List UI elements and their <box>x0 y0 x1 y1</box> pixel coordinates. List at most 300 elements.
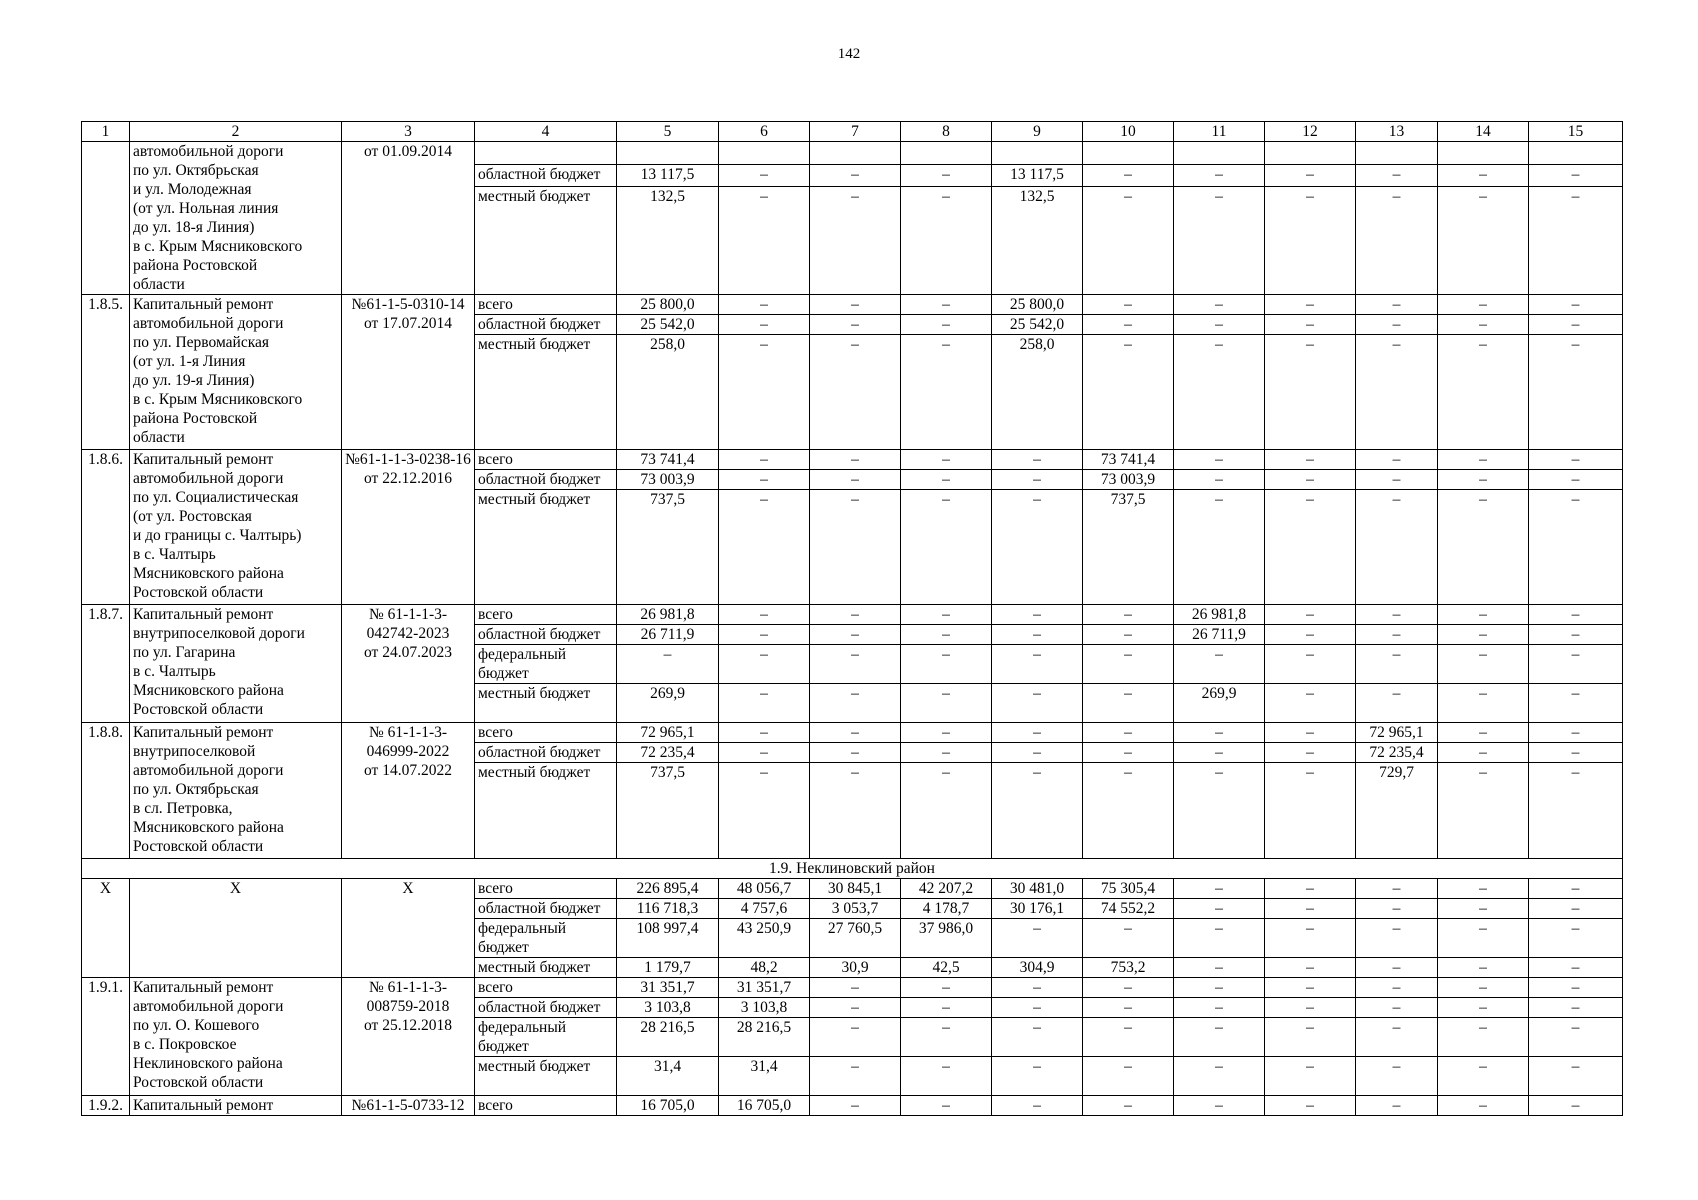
value-col-9: 30 481,0 <box>992 879 1083 899</box>
value-col-6: – <box>719 164 810 187</box>
value-col-14: – <box>1438 1057 1529 1096</box>
value-col-8: – <box>901 625 992 645</box>
value-col-9: – <box>992 1057 1083 1096</box>
value-col-12: – <box>1265 605 1356 625</box>
value-col-7: – <box>810 295 901 315</box>
value-col-14: – <box>1438 470 1529 490</box>
value-col-9: – <box>992 684 1083 723</box>
value-col-7: – <box>810 998 901 1018</box>
value-col-11: – <box>1174 899 1265 919</box>
value-col-11: – <box>1174 958 1265 978</box>
value-col-13: – <box>1356 899 1438 919</box>
value-col-7: – <box>810 1096 901 1116</box>
value-col-13: – <box>1356 625 1438 645</box>
value-col-9: – <box>992 490 1083 605</box>
value-col-5: 269,9 <box>617 684 719 723</box>
value-col-7: – <box>810 723 901 743</box>
value-col-12: – <box>1265 625 1356 645</box>
value-col-5: 737,5 <box>617 490 719 605</box>
value-col-5: 25 800,0 <box>617 295 719 315</box>
column-header-9: 9 <box>992 122 1083 142</box>
value-col-8: – <box>901 164 992 187</box>
value-col-5: 26 981,8 <box>617 605 719 625</box>
value-col-6: 28 216,5 <box>719 1018 810 1057</box>
table-body <box>82 122 1623 1116</box>
value-col-14: – <box>1438 684 1529 723</box>
value-col-10: – <box>1083 763 1174 859</box>
object-name: Капитальный ремонт внутрипоселковой автомобильной дороги по ул. Октябрьская в сл. Петровка, Мясниковского района Ростовской области <box>130 723 342 859</box>
value-col-6: – <box>719 315 810 335</box>
value-col-14: – <box>1438 605 1529 625</box>
table-row <box>82 142 1623 165</box>
value-col-15: – <box>1529 958 1623 978</box>
object-name: Капитальный ремонт <box>130 1096 342 1116</box>
value-col-5: 226 895,4 <box>617 879 719 899</box>
value-col-12: – <box>1265 187 1356 295</box>
value-col-15: – <box>1529 763 1623 859</box>
value-col-9: 13 117,5 <box>992 164 1083 187</box>
value-col-11: – <box>1174 998 1265 1018</box>
value-col-6: – <box>719 450 810 470</box>
value-col-15: – <box>1529 335 1623 450</box>
value-col-10: – <box>1083 164 1174 187</box>
value-col-14: – <box>1438 998 1529 1018</box>
column-header-3: 3 <box>342 122 475 142</box>
value-col-14: – <box>1438 879 1529 899</box>
value-col-5: 3 103,8 <box>617 998 719 1018</box>
value-col-6: 48,2 <box>719 958 810 978</box>
item-number: 1.9.2. <box>82 1096 130 1116</box>
value-col-5: 28 216,5 <box>617 1018 719 1057</box>
value-col-14: – <box>1438 1096 1529 1116</box>
value-col-12: – <box>1265 1018 1356 1057</box>
value-col-9: – <box>992 605 1083 625</box>
value-col-8 <box>901 142 992 165</box>
item-number: 1.8.6. <box>82 450 130 605</box>
value-col-5: 26 711,9 <box>617 625 719 645</box>
item-number: 1.8.7. <box>82 605 130 723</box>
funding-source: местный бюджет <box>475 763 617 859</box>
value-col-5: 73 003,9 <box>617 470 719 490</box>
value-col-5: 72 235,4 <box>617 743 719 763</box>
value-col-9: – <box>992 919 1083 958</box>
table-row <box>82 978 1623 998</box>
funding-source: областной бюджет <box>475 899 617 919</box>
value-col-5: 73 741,4 <box>617 450 719 470</box>
value-col-10: – <box>1083 1096 1174 1116</box>
value-col-11: – <box>1174 187 1265 295</box>
value-col-12: – <box>1265 998 1356 1018</box>
value-col-7: – <box>810 1018 901 1057</box>
value-col-6: – <box>719 335 810 450</box>
value-col-11: – <box>1174 1096 1265 1116</box>
value-col-13: – <box>1356 295 1438 315</box>
value-col-5: 108 997,4 <box>617 919 719 958</box>
value-col-8: – <box>901 1018 992 1057</box>
document-ref: Х <box>342 879 475 978</box>
value-col-5: 16 705,0 <box>617 1096 719 1116</box>
value-col-5: 31 351,7 <box>617 978 719 998</box>
value-col-13: – <box>1356 164 1438 187</box>
value-col-12: – <box>1265 899 1356 919</box>
value-col-10: – <box>1083 978 1174 998</box>
value-col-5: 13 117,5 <box>617 164 719 187</box>
header-row <box>82 122 1623 142</box>
value-col-15: – <box>1529 164 1623 187</box>
value-col-15: – <box>1529 978 1623 998</box>
object-name: Капитальный ремонт автомобильной дороги по ул. Первомайская (от ул. 1-я Линия до ул. 19-я Линия) в с. Крым Мясниковского района Ростовской области <box>130 295 342 450</box>
value-col-15: – <box>1529 605 1623 625</box>
item-number: 1.8.5. <box>82 295 130 450</box>
value-col-7: 30 845,1 <box>810 879 901 899</box>
value-col-12: – <box>1265 978 1356 998</box>
value-col-9: – <box>992 645 1083 684</box>
value-col-10: 73 003,9 <box>1083 470 1174 490</box>
value-col-14: – <box>1438 625 1529 645</box>
value-col-11: – <box>1174 164 1265 187</box>
value-col-13: – <box>1356 879 1438 899</box>
value-col-11: 269,9 <box>1174 684 1265 723</box>
value-col-6: – <box>719 723 810 743</box>
funding-source: местный бюджет <box>475 490 617 605</box>
value-col-10: – <box>1083 625 1174 645</box>
value-col-8: – <box>901 1057 992 1096</box>
value-col-10: – <box>1083 315 1174 335</box>
value-col-5: 25 542,0 <box>617 315 719 335</box>
value-col-10: – <box>1083 684 1174 723</box>
funding-source: местный бюджет <box>475 335 617 450</box>
value-col-11: – <box>1174 645 1265 684</box>
value-col-8: – <box>901 763 992 859</box>
value-col-8: 4 178,7 <box>901 899 992 919</box>
value-col-6: – <box>719 295 810 315</box>
value-col-8: – <box>901 315 992 335</box>
value-col-9: 25 542,0 <box>992 315 1083 335</box>
column-header-2: 2 <box>130 122 342 142</box>
value-col-7: – <box>810 743 901 763</box>
value-col-11: – <box>1174 763 1265 859</box>
value-col-5: 72 965,1 <box>617 723 719 743</box>
value-col-14: – <box>1438 743 1529 763</box>
value-col-10: – <box>1083 645 1174 684</box>
value-col-13: – <box>1356 1057 1438 1096</box>
value-col-8: – <box>901 723 992 743</box>
value-col-8: 42,5 <box>901 958 992 978</box>
value-col-13: – <box>1356 187 1438 295</box>
value-col-10: – <box>1083 723 1174 743</box>
value-col-15: – <box>1529 187 1623 295</box>
value-col-10: – <box>1083 295 1174 315</box>
value-col-8: – <box>901 295 992 315</box>
value-col-8: – <box>901 605 992 625</box>
value-col-6: 31,4 <box>719 1057 810 1096</box>
value-col-12: – <box>1265 315 1356 335</box>
value-col-8: – <box>901 187 992 295</box>
table-row <box>82 723 1623 743</box>
value-col-13: 72 965,1 <box>1356 723 1438 743</box>
value-col-6: – <box>719 743 810 763</box>
value-col-12: – <box>1265 470 1356 490</box>
value-col-7: 3 053,7 <box>810 899 901 919</box>
value-col-5: 737,5 <box>617 763 719 859</box>
value-col-6: 3 103,8 <box>719 998 810 1018</box>
value-col-12: – <box>1265 335 1356 450</box>
value-col-14: – <box>1438 315 1529 335</box>
value-col-11: – <box>1174 490 1265 605</box>
value-col-15: – <box>1529 899 1623 919</box>
value-col-5: 258,0 <box>617 335 719 450</box>
value-col-12: – <box>1265 684 1356 723</box>
value-col-7: – <box>810 605 901 625</box>
value-col-10: – <box>1083 335 1174 450</box>
value-col-9: – <box>992 1096 1083 1116</box>
column-header-15: 15 <box>1529 122 1623 142</box>
value-col-7: – <box>810 1057 901 1096</box>
column-header-8: 8 <box>901 122 992 142</box>
value-col-13: – <box>1356 450 1438 470</box>
value-col-9: – <box>992 450 1083 470</box>
value-col-6: – <box>719 645 810 684</box>
value-col-15: – <box>1529 315 1623 335</box>
value-col-9: – <box>992 998 1083 1018</box>
value-col-13: – <box>1356 470 1438 490</box>
object-name: Х <box>130 879 342 978</box>
funding-source: всего <box>475 605 617 625</box>
value-col-9: 304,9 <box>992 958 1083 978</box>
value-col-13: – <box>1356 605 1438 625</box>
value-col-5: 1 179,7 <box>617 958 719 978</box>
value-col-7: – <box>810 645 901 684</box>
document-ref: № 61-1-1-3- 042742-2023 от 24.07.2023 <box>342 605 475 723</box>
value-col-14: – <box>1438 450 1529 470</box>
value-col-11: – <box>1174 919 1265 958</box>
value-col-13: – <box>1356 645 1438 684</box>
value-col-9: – <box>992 743 1083 763</box>
value-col-9: 30 176,1 <box>992 899 1083 919</box>
column-header-10: 10 <box>1083 122 1174 142</box>
value-col-7: – <box>810 164 901 187</box>
value-col-14: – <box>1438 899 1529 919</box>
value-col-10: – <box>1083 605 1174 625</box>
value-col-12: – <box>1265 919 1356 958</box>
value-col-13: – <box>1356 998 1438 1018</box>
value-col-15: – <box>1529 1057 1623 1096</box>
value-col-8: – <box>901 684 992 723</box>
value-col-11: – <box>1174 1018 1265 1057</box>
funding-source: областной бюджет <box>475 743 617 763</box>
funding-source: федеральный бюджет <box>475 919 617 958</box>
value-col-9: – <box>992 978 1083 998</box>
value-col-15: – <box>1529 625 1623 645</box>
object-name: автомобильной дороги по ул. Октябрьская и ул. Молодежная (от ул. Нольная линия до ул. 18-я Линия) в с. Крым Мясниковского района Ростовской области <box>130 142 342 295</box>
funding-source: федеральный бюджет <box>475 1018 617 1057</box>
value-col-15: – <box>1529 1096 1623 1116</box>
value-col-9 <box>992 142 1083 165</box>
value-col-9: 132,5 <box>992 187 1083 295</box>
funding-source: областной бюджет <box>475 625 617 645</box>
value-col-12: – <box>1265 763 1356 859</box>
value-col-13: – <box>1356 315 1438 335</box>
value-col-5 <box>617 142 719 165</box>
column-header-1: 1 <box>82 122 130 142</box>
funding-source: всего <box>475 450 617 470</box>
value-col-15: – <box>1529 743 1623 763</box>
value-col-8: – <box>901 998 992 1018</box>
value-col-9: – <box>992 1018 1083 1057</box>
column-header-12: 12 <box>1265 122 1356 142</box>
value-col-10: 753,2 <box>1083 958 1174 978</box>
value-col-11: – <box>1174 723 1265 743</box>
value-col-5: – <box>617 645 719 684</box>
value-col-8: – <box>901 1096 992 1116</box>
value-col-8: – <box>901 645 992 684</box>
funding-source: всего <box>475 879 617 899</box>
value-col-10: 74 552,2 <box>1083 899 1174 919</box>
value-col-12: – <box>1265 958 1356 978</box>
value-col-12: – <box>1265 723 1356 743</box>
funding-source: федеральный бюджет <box>475 645 617 684</box>
value-col-6: 43 250,9 <box>719 919 810 958</box>
value-col-8: – <box>901 743 992 763</box>
value-col-7: – <box>810 763 901 859</box>
value-col-6: – <box>719 490 810 605</box>
value-col-13: 72 235,4 <box>1356 743 1438 763</box>
value-col-7: – <box>810 450 901 470</box>
value-col-11 <box>1174 142 1265 165</box>
value-col-6: – <box>719 763 810 859</box>
value-col-15: – <box>1529 684 1623 723</box>
page-number: 142 <box>837 46 861 62</box>
value-col-10: – <box>1083 187 1174 295</box>
value-col-10: 737,5 <box>1083 490 1174 605</box>
value-col-10 <box>1083 142 1174 165</box>
value-col-8: – <box>901 335 992 450</box>
value-col-12: – <box>1265 1057 1356 1096</box>
value-col-15: – <box>1529 645 1623 684</box>
value-col-10: – <box>1083 998 1174 1018</box>
value-col-9: 258,0 <box>992 335 1083 450</box>
value-col-7: – <box>810 625 901 645</box>
value-col-15: – <box>1529 1018 1623 1057</box>
value-col-8: 37 986,0 <box>901 919 992 958</box>
funding-source: местный бюджет <box>475 958 617 978</box>
funding-source <box>475 142 617 165</box>
section-title: 1.9. Неклиновский район <box>82 859 1623 879</box>
value-col-10: – <box>1083 1057 1174 1096</box>
value-col-13: – <box>1356 684 1438 723</box>
value-col-14: – <box>1438 490 1529 605</box>
value-col-12: – <box>1265 1096 1356 1116</box>
value-col-8: 42 207,2 <box>901 879 992 899</box>
value-col-15: – <box>1529 998 1623 1018</box>
item-number <box>82 142 130 295</box>
column-header-14: 14 <box>1438 122 1529 142</box>
column-header-5: 5 <box>617 122 719 142</box>
value-col-7: – <box>810 684 901 723</box>
object-name: Капитальный ремонт автомобильной дороги по ул. Социалистическая (от ул. Ростовская и до границы с. Чалтырь) в с. Чалтырь Мясниковского района Ростовской области <box>130 450 342 605</box>
funding-source: всего <box>475 295 617 315</box>
value-col-12: – <box>1265 490 1356 605</box>
value-col-13: 729,7 <box>1356 763 1438 859</box>
value-col-7: – <box>810 978 901 998</box>
funding-source: местный бюджет <box>475 1057 617 1096</box>
value-col-11: – <box>1174 1057 1265 1096</box>
value-col-9: 25 800,0 <box>992 295 1083 315</box>
value-col-8: – <box>901 978 992 998</box>
document-ref: № 61-1-1-3- 046999-2022 от 14.07.2022 <box>342 723 475 859</box>
value-col-6: – <box>719 625 810 645</box>
table-row <box>82 450 1623 470</box>
value-col-9: – <box>992 625 1083 645</box>
value-col-14: – <box>1438 723 1529 743</box>
value-col-13: – <box>1356 335 1438 450</box>
funding-source: областной бюджет <box>475 315 617 335</box>
value-col-13: – <box>1356 958 1438 978</box>
value-col-6: – <box>719 684 810 723</box>
value-col-14: – <box>1438 164 1529 187</box>
value-col-12: – <box>1265 295 1356 315</box>
value-col-14: – <box>1438 763 1529 859</box>
value-col-14: – <box>1438 295 1529 315</box>
table-row <box>82 295 1623 315</box>
value-col-13: – <box>1356 490 1438 605</box>
value-col-12: – <box>1265 743 1356 763</box>
column-header-6: 6 <box>719 122 810 142</box>
document-ref: №61-1-1-3-0238-16 от 22.12.2016 <box>342 450 475 605</box>
column-header-7: 7 <box>810 122 901 142</box>
value-col-15: – <box>1529 490 1623 605</box>
value-col-11: – <box>1174 978 1265 998</box>
object-name: Капитальный ремонт внутрипоселковой дороги по ул. Гагарина в с. Чалтырь Мясниковского района Ростовской области <box>130 605 342 723</box>
value-col-11: – <box>1174 879 1265 899</box>
item-number: 1.9.1. <box>82 978 130 1096</box>
value-col-10: – <box>1083 1018 1174 1057</box>
value-col-10: – <box>1083 919 1174 958</box>
value-col-7: – <box>810 490 901 605</box>
value-col-15: – <box>1529 879 1623 899</box>
value-col-7 <box>810 142 901 165</box>
document-ref: № 61-1-1-3- 008759-2018 от 25.12.2018 <box>342 978 475 1096</box>
value-col-7: 27 760,5 <box>810 919 901 958</box>
item-number: Х <box>82 879 130 978</box>
value-col-5: 132,5 <box>617 187 719 295</box>
table-row <box>82 605 1623 625</box>
value-col-8: – <box>901 450 992 470</box>
document-ref: №61-1-5-0310-14 от 17.07.2014 <box>342 295 475 450</box>
value-col-12: – <box>1265 164 1356 187</box>
value-col-14: – <box>1438 335 1529 450</box>
value-col-5: 116 718,3 <box>617 899 719 919</box>
value-col-6: 4 757,6 <box>719 899 810 919</box>
value-col-7: – <box>810 315 901 335</box>
object-name: Капитальный ремонт автомобильной дороги по ул. О. Кошевого в с. Покровское Неклиновского района Ростовской области <box>130 978 342 1096</box>
funding-source: всего <box>475 1096 617 1116</box>
value-col-15: – <box>1529 723 1623 743</box>
document-ref: от 01.09.2014 <box>342 142 475 295</box>
value-col-12 <box>1265 142 1356 165</box>
section-row <box>82 859 1623 879</box>
value-col-8: – <box>901 490 992 605</box>
funding-source: областной бюджет <box>475 164 617 187</box>
funding-source: всего <box>475 978 617 998</box>
column-header-4: 4 <box>475 122 617 142</box>
value-col-8: – <box>901 470 992 490</box>
value-col-10: 73 741,4 <box>1083 450 1174 470</box>
value-col-7: – <box>810 335 901 450</box>
value-col-7: 30,9 <box>810 958 901 978</box>
item-number: 1.8.8. <box>82 723 130 859</box>
value-col-13 <box>1356 142 1438 165</box>
